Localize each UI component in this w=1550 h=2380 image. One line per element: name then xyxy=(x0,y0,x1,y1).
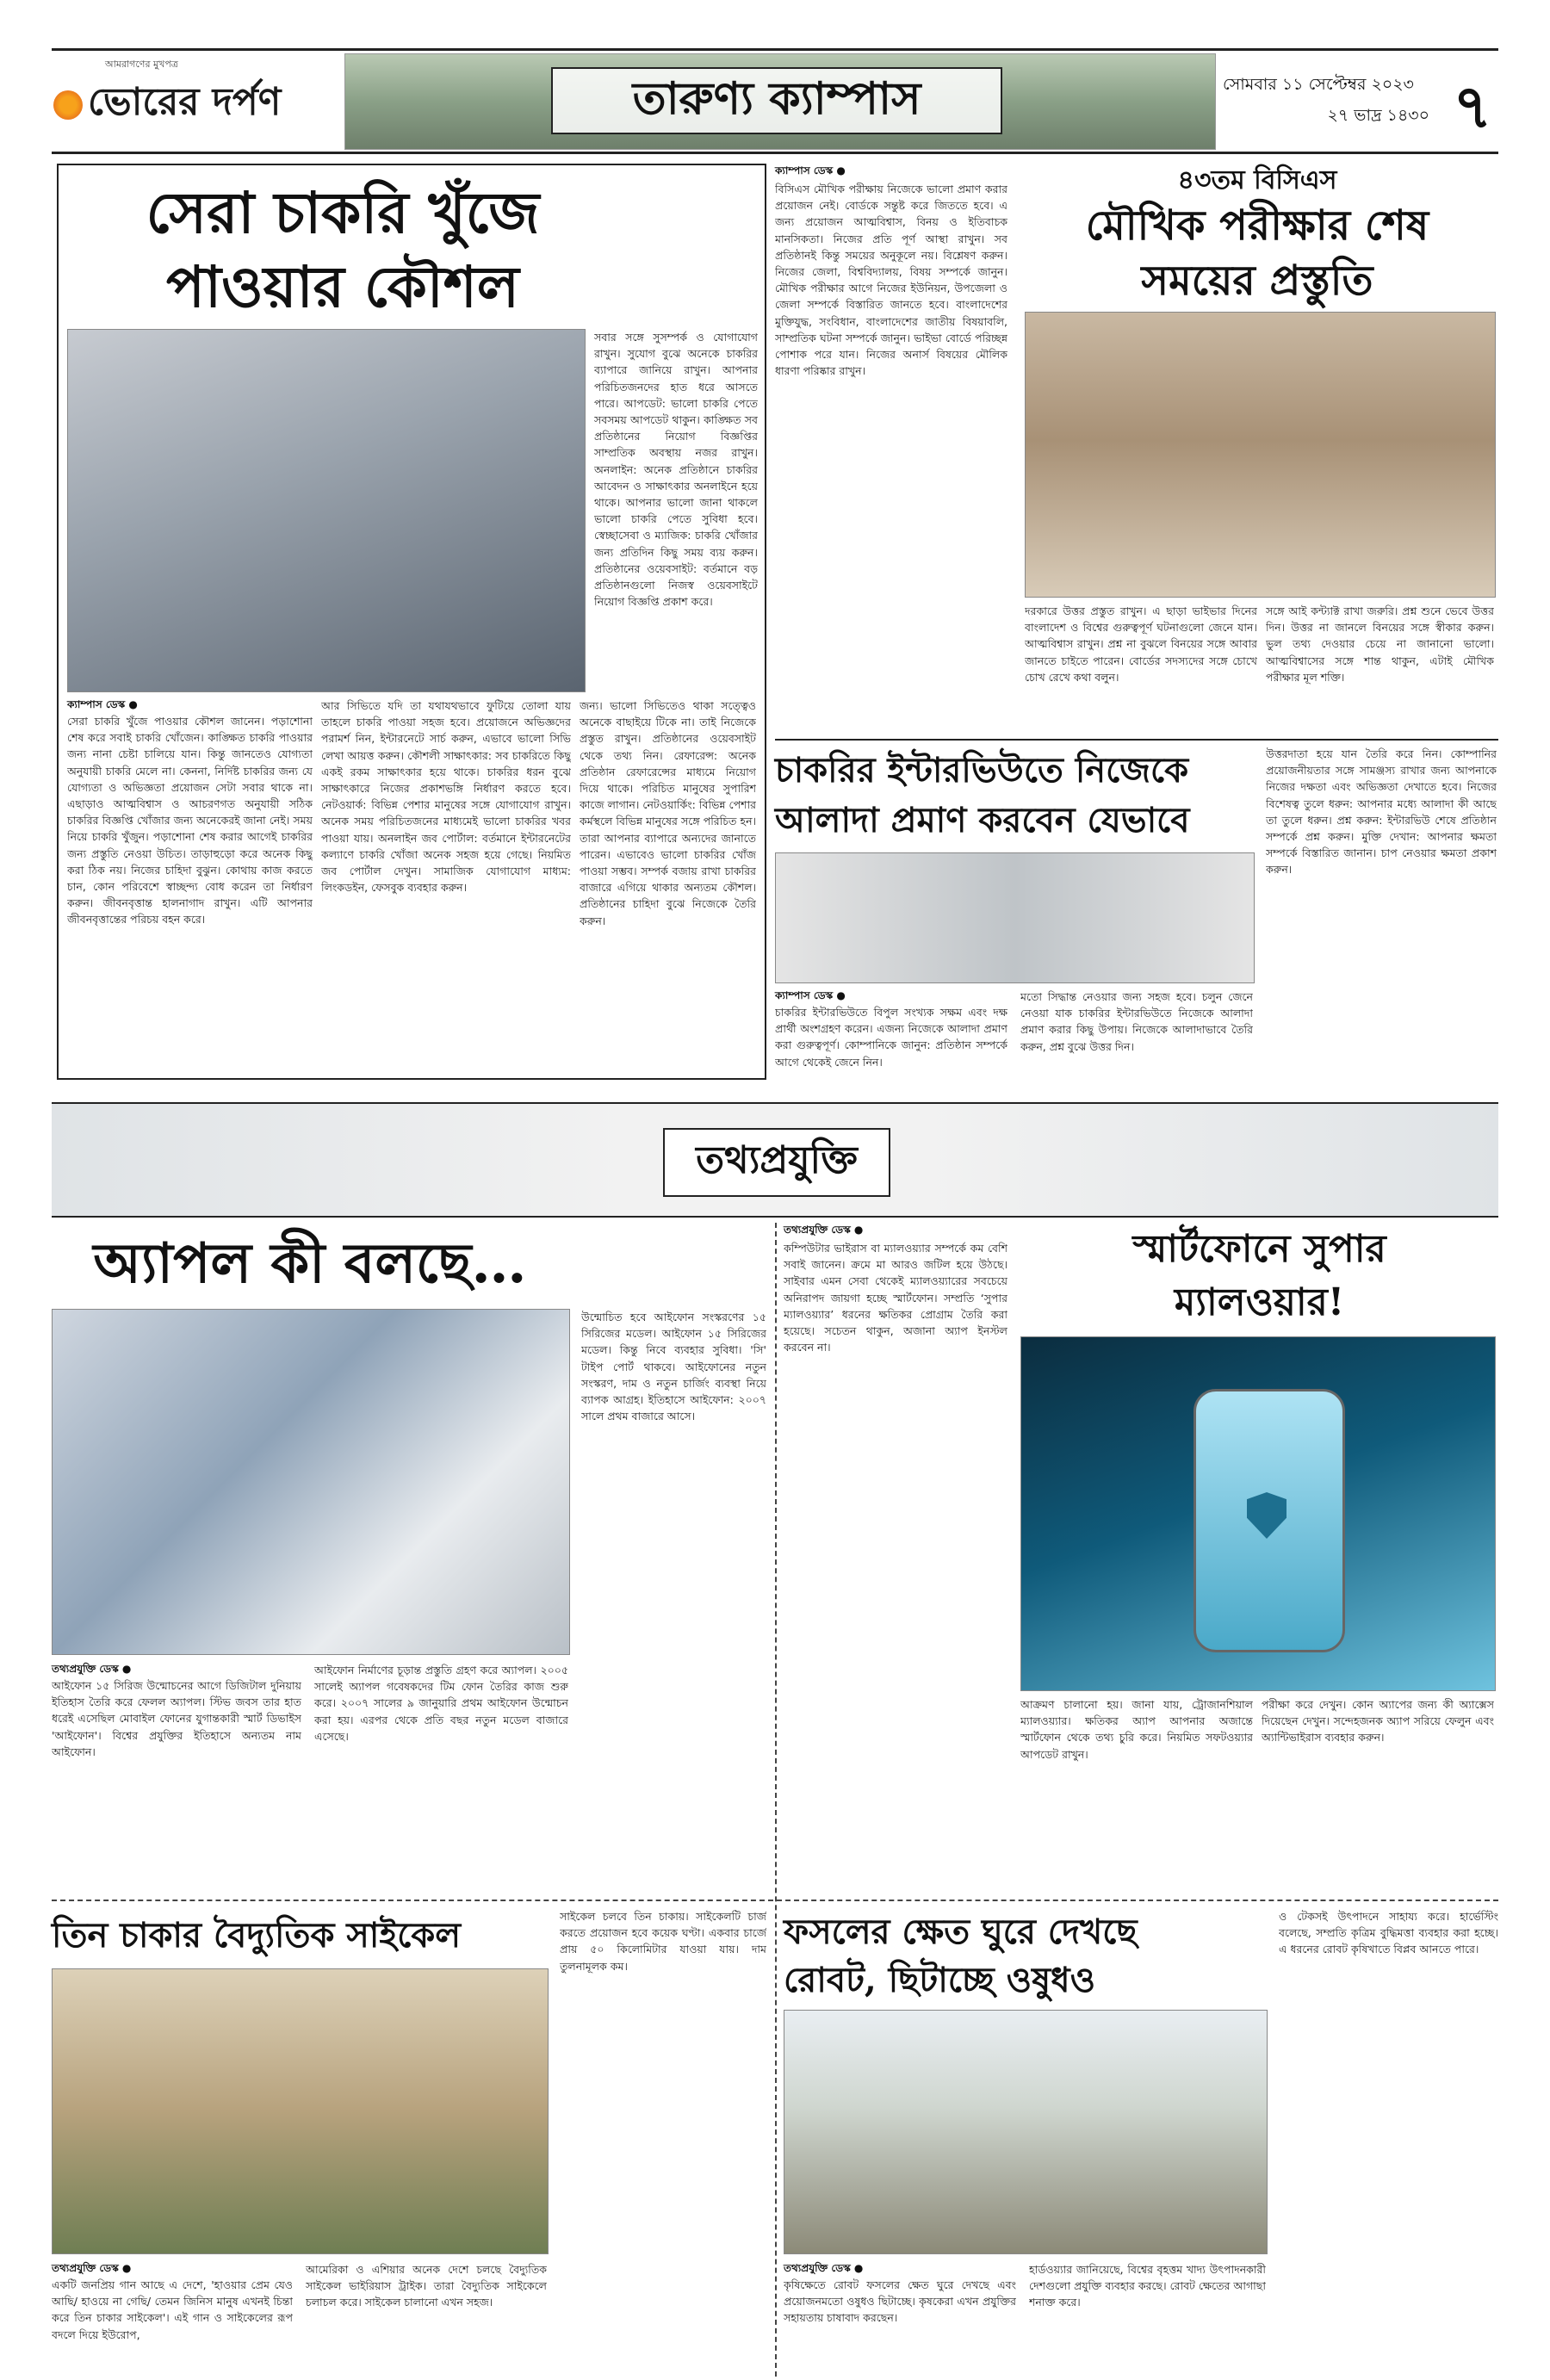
article2-byline: ক্যাম্পাস ডেস্ক ● xyxy=(775,164,846,177)
article4-col3: উন্মোচিত হবে আইফোন সংস্করণের ১৫ সিরিজের মডেল। আইফোন ১৫ সিরিজের মডেল। কিন্তু নিবে ব্যবহার সুবিধা। 'সি' টাইপ পোর্ট থাকবে। আইফোনের নতুন সংস্করণ, দাম ও নতুন চার্জিং ব্যবস্থা নিয়ে ব্যাপক আগ্রহ। ইতিহাসে আইফোন: ২০০৭ সালে প্রথম বাজারে আসে। xyxy=(581,1311,766,1423)
article1-byline: ক্যাম্পাস ডেস্ক ● xyxy=(67,698,138,710)
date-bangla: ২৭ ভাদ্র ১৪৩০ xyxy=(1327,106,1429,125)
tech-section-title: তথ্যপ্রযুক্তি xyxy=(663,1128,890,1197)
article3-headline-line2: আলাদা প্রমাণ করবেন যেভাবে xyxy=(775,800,1190,840)
article4-col2: আইফোন নির্মাণের চূড়ান্ত প্রস্তুতি গ্রহণ করে অ্যাপল। ২০০৫ সালেই অ্যাপল গবেষকদের টিম ফোন তৈরির কাজ শুরু করে। ২০০৭ সালের ৯ জানুয়ারি প্রথম আইফোন উন্মোচন করা হয়। এরপর থেকে প্রতি বছর নতুন মডেল বাজারে এসেছে। xyxy=(314,1664,568,1743)
article7-photo xyxy=(784,2010,1268,2254)
article4-photo xyxy=(52,1309,570,1655)
article6-byline: তথ্যপ্রযুক্তি ডেস্ক ● xyxy=(52,2262,132,2274)
article2-headline-line1: মৌখিক পরীক্ষার শেষ xyxy=(1085,201,1429,250)
sun-icon xyxy=(53,90,83,120)
article-job-search xyxy=(57,164,766,1080)
article2-headline-line2: সময়ের প্রস্তুতি xyxy=(1141,257,1373,305)
article6-col1: একটি জনপ্রিয় গান আছে এ দেশে, 'হাওয়ার প্রেম যেও আছি/ হাওয়ে না গেছি/ তেমন জিনিস মানুষ এখনই চিন্তা করে তিন চাকার সাইকেল'। এই গান ও সাইকেলের রূপ বদলে দিয়ে ইউরোপ, xyxy=(52,2278,293,2341)
logo-tagline: আমরাগণের মুখপত্র xyxy=(105,59,178,70)
article7-byline: তথ্যপ্রযুক্তি ডেস্ক ● xyxy=(784,2262,864,2274)
article4-headline: অ্যাপল কী বলছে… xyxy=(93,1231,527,1296)
column-divider xyxy=(775,1223,777,2377)
article1-headline-line2: পাওয়ার কৌশল xyxy=(166,253,519,320)
logo xyxy=(53,57,338,143)
article3-byline: ক্যাম্পাস ডেস্ক ● xyxy=(775,989,846,1001)
article5-col2: আক্রমণ চালানো হয়। জানা যায়, ট্রোজানশিয়াল ম্যালওয়্যার। ক্ষতিকর অ্যাপ আপনার অজান্তে স্মার্টফোন থেকে তথ্য চুরি করে। নিয়মিত সফটওয়্যার আপডেট রাখুন। xyxy=(1020,1698,1253,1761)
article7-headline-line1: ফসলের ক্ষেত ঘুরে দেখছে xyxy=(784,1912,1138,1952)
article6-headline: তিন চাকার বৈদ্যুতিক সাইকেল xyxy=(52,1915,462,1955)
article1-col3: সবার সঙ্গে সুসম্পর্ক ও যোগাযোগ রাখুন। সুযোগ বুঝে অনেকে চাকরির ব্যাপারে জানিয়ে রাখুন। আপনার পরিচিতজনদের হাত ধরে আসতে পারে। আপডেট: ভালো চাকরি পেতে সবসময় আপডেট থাকুন। কাঙ্ক্ষিত সব প্রতিষ্ঠানের নিয়োগ বিজ্ঞপ্তির সাম্প্রতিক অবস্থায় নজর রাখুন। অনলাইন: অনেক প্রতিষ্ঠানে চাকরির আবেদন ও সাক্ষাৎকার অনলাইনে হয়ে থাকে। আপনার ভালো জানা থাকলে ভালো চাকরি পেতে সুবিধা হবে। স্বেচ্ছাসেবা ও ম্যাজিক: চাকরি খোঁজার জন্য প্রতিদিন কিছু সময় ব্যয় করুন। প্রতিষ্ঠানের ওয়েবসাইট: বর্তমানে বড় প্রতিষ্ঠানগুলো নিজস্ব ওয়েবসাইটে নিয়োগ বিজ্ঞপ্তি প্রকাশ করে। xyxy=(594,331,758,609)
article5-byline: তথ্যপ্রযুক্তি ডেস্ক ● xyxy=(784,1224,864,1236)
article-farm-robot xyxy=(784,1908,1498,2373)
article3-col3: উত্তরদাতা হয়ে যান তৈরি করে নিন। কোম্পানির প্রয়োজনীয়তার সঙ্গে সামঞ্জস্য রাখার জন্য আপনাকে নিজের দক্ষতা এবং অভিজ্ঞতা দেখাতে হবে। নিজের বিশেষত্ব তুলে ধরুন: আপনার মধ্যে আলাদা কী আছে তা তুলে ধরুন। প্রশ্ন করুন: ইন্টারভিউ শেষে প্রতিষ্ঠান সম্পর্কে প্রশ্ন করুন। মুক্তি দেখান: আপনার ক্ষমতা সম্পর্কে বিস্তারিত জানান। চাপ নেওয়ার ক্ষমতা প্রকাশ করুন। xyxy=(1266,747,1497,877)
article3-top-rule xyxy=(775,739,1498,741)
article1-headline-line1: সেরা চাকরি খুঁজে xyxy=(146,179,540,246)
article1-photo xyxy=(67,329,586,692)
article1-col4: জন্য। ভালো সিভিতেও থাকা সত্ত্বেও অনেকে বাছাইয়ে টিকে না। তাই নিজেকে প্রস্তুত রাখুন। প্রতিষ্ঠানের ওয়েবসাইট থেকে তথ্য নিন। রেফারেন্স: অনেক প্রতিষ্ঠান রেফারেন্সের মাধ্যমে নিয়োগ দিয়ে থাকে। পরিচিত মানুষের সুপারিশ কাজে লাগান। নেটওয়ার্কিং: বিভিন্ন পেশার কর্মস্থলে বিভিন্ন মানুষের সঙ্গে পরিচিত হন। তারা আপনার ব্যাপারে অন্যদের জানাতে পারেন। এভাবেও ভালো চাকরির খোঁজ পাওয়া সম্ভব। সম্পর্ক বজায় রাখা চাকরির বাজারে এগিয়ে থাকার অন্যতম কৌশল। প্রতিষ্ঠানের চাহিদা বুঝে নিজেকে তৈরি করুন। xyxy=(580,699,756,927)
article7-col2: হার্ডওয়্যার জানিয়েছে, বিশ্বের বৃহত্তম খাদ্য উৎপাদনকারী দেশগুলো প্রযুক্তি ব্যবহার করছে। রোবট ক্ষেতের আগাছা শনাক্ত করে। xyxy=(1029,2263,1266,2309)
article1-col2: আর সিভিতে যদি তা যথাযথভাবে ফুটিয়ে তোলা যায় তাহলে চাকরি পাওয়া সহজ হবে। প্রয়োজনে অভিজ্ঞদের পরামর্শ নিন, ইন্টারনেটে সার্চ করুন, এভাবে ভালো সিভি লেখা আয়ত্ত করুন। কৌশলী সাক্ষাৎকার: সব চাকরিতে কিছু একই রকম সাক্ষাৎকার হয়ে থাকে। চাকরির ধরন বুঝে সাক্ষাৎকারে নিজের প্রকাশভঙ্গি নির্ধারণ করতে হবে। নেটওয়ার্ক: বিভিন্ন পেশার মানুষের সঙ্গে যোগাযোগ রাখুন। অনেক সময় পরিচিতজনের মাধ্যমেই ভালো চাকরির খবর পাওয়া যায়। অনলাইন জব পোর্টাল: বর্তমানে ইন্টারনেটের কল্যাণে চাকরি খোঁজা অনেক সহজ হয়ে গেছে। নিয়মিত জব পোর্টাল দেখুন। সামাজিক যোগাযোগ মাধ্যম: লিংকডইন, ফেসবুক ব্যবহার করুন। xyxy=(321,699,571,895)
lower-divider xyxy=(52,1900,1498,1901)
article3-photo xyxy=(775,852,1255,983)
article4-col1: আইফোন ১৫ সিরিজ উন্মোচনের আগে ডিজিটাল দুনিয়ায় ইতিহাস তৈরি করে ফেলল অ্যাপল। স্টিভ জবস তার হাত ধরেই এসেছিল মোবাইল ফোনের যুগান্তকারী স্মার্ট ডিভাইস 'আইফোন'। বিশ্বের প্রযুক্তির ইতিহাসে অন্যতম নাম আইফোন। xyxy=(52,1679,301,1758)
article5-col3: পরীক্ষা করে দেখুন। কোন অ্যাপের জন্য কী অ্যাক্সেস দিয়েছেন দেখুন। সন্দেহজনক অ্যাপ সরিয়ে ফেলুন এবং অ্যান্টিভাইরাস ব্যবহার করুন। xyxy=(1262,1698,1494,1745)
article1-col1: সেরা চাকরি খুঁজে পাওয়ার কৌশল জানেন। পড়াশোনা শেষ করে সবাই চাকরি খোঁজেন। কাঙ্ক্ষিত চাকরি পাওয়ার জন্য নানা চেষ্টা চালিয়ে যান। কিন্তু জানতেও যোগ্যতা অনুযায়ী চাকরি মেলে না। কেননা, নির্দিষ্ট চাকরির জন্য যে যোগ্যতা ও অভিজ্ঞতা প্রয়োজন সেটা সবার থাকে না। এছাড়াও আত্মবিশ্বাস ও আচরণগত অনুযায়ী সঠিক চাকরির বিজ্ঞপ্তি খোঁজার জন্য অনেকেরই জানা নেই। সময় নিয়ে চাকরি খুঁজুন। পড়াশোনা শেষ করার আগেই চাকরির জন্য প্রস্তুতি নেওয়া উচিত। তাড়াহুড়ো করে অনেক কিছু করা ঠিক নয়। নিজের চাহিদা বুঝুন। কোথায় কাজ করতে চান, কোন পরিবেশে স্বাচ্ছন্দ্য বোধ করেন তা নির্ধারণ করুন। জীবনবৃত্তান্ত হালনাগাদ রাখুন। এটি আপনার জীবনবৃত্তান্তের পরিচয় বহন করে। xyxy=(67,715,313,927)
article-interview xyxy=(775,746,1498,1076)
article4-byline: তথ্যপ্রযুক্তি ডেস্ক ● xyxy=(52,1663,132,1675)
article3-col2: মতো সিদ্ধান্ত নেওয়ার জন্য সহজ হবে। চলুন জেনে নেওয়া যাক চাকরির ইন্টারভিউতে নিজেকে আলাদা প্রমাণ করার কিছু উপায়। নিজেকে আলাদাভাবে তৈরি করুন, প্রশ্ন বুঝে উত্তর দিন। xyxy=(1020,990,1253,1053)
article-ebike xyxy=(52,1908,771,2373)
article-malware xyxy=(784,1223,1498,1894)
article7-col1: কৃষিক্ষেতে রোবট ফসলের ক্ষেত ঘুরে দেখছে এবং প্রয়োজনমতো ওষুধও ছিটাচ্ছে। কৃষকেরা এখন প্রযুক্তির সহায়তায় চাষাবাদ করছেন। xyxy=(784,2278,1016,2325)
article5-photo xyxy=(1020,1336,1496,1691)
article2-col3: সঙ্গে আই কন্ট্যাক্ট রাখা জরুরি। প্রশ্ন শুনে ভেবে উত্তর দিন। উত্তর না জানলে বিনয়ের সঙ্গে স্বীকার করুন। ভুল তথ্য দেওয়ার চেয়ে না জানানো ভালো। আত্মবিশ্বাসের সঙ্গে শান্ত থাকুন, এটাই মৌখিক পরীক্ষার মূল শক্তি। xyxy=(1266,604,1494,684)
article5-headline-line1: স্মার্টফোনে সুপার xyxy=(1132,1227,1386,1271)
article3-headline-line1: চাকরির ইন্টারভিউতে নিজেকে xyxy=(775,750,1189,790)
article5-col1: কম্পিউটার ভাইরাস বা ম্যালওয়্যার সম্পর্কে কম বেশি সবাই জানেন। ক্রমে মা আরও জটিল হয়ে উঠছে। সাইবার এমন সেবা থেকেই ম্যালওয়্যারের সবচেয়ে অনিরাপদ জায়গা হচ্ছে স্মার্টফোন। সম্প্রতি ‘সুপার ম্যালওয়্যার’ ধরনের ক্ষতিকর প্রোগ্রাম তৈরি করা হয়েছে। সচেতন থাকুন, অজানা অ্যাপ ইনস্টল করবেন না। xyxy=(784,1242,1008,1354)
article2-col1: বিসিএস মৌখিক পরীক্ষায় নিজেকে ভালো প্রমাণ করার প্রয়োজন নেই। বোর্ডকে সন্তুষ্ট করে জিততে হবে। এ জন্য প্রয়োজন আত্মবিশ্বাস, বিনয় ও ইতিবাচক মানসিকতা। নিজের প্রতি পূর্ণ আস্থা রাখুন। সব প্রতিষ্ঠানই কিন্তু সময়ের অনুকূলে নয়। বিশ্লেষণ করুন। নিজের জেলা, বিশ্ববিদ্যালয়, বিষয় সম্পর্কে জানুন। মৌখিক পরীক্ষার আগে নিজের ইউনিয়ন, উপজেলা ও জেলা সম্পর্কে বিস্তারিত জানতে হবে। বাংলাদেশের মুক্তিযুদ্ধ, সংবিধান, বাংলাদেশের জাতীয় বিষয়াবলি, সাম্প্রতিক ঘটনা সম্পর্কে জানুন। ভাইভা বোর্ডে পরিচ্ছন্ন পোশাক পরে যান। নিজের অনার্স বিষয়ের মৌলিক ধারণা পরিষ্কার রাখুন। xyxy=(775,183,1008,378)
logo-text: ভোরের দর্পণ xyxy=(88,80,282,124)
date-gregorian: সোমবার ১১ সেপ্টেম্বর ২০২৩ xyxy=(1223,75,1414,94)
article6-col2: আমেরিকা ও এশিয়ার অনেক দেশে চলছে বৈদ্যুতিক সাইকেল ভাইরিয়াস ট্রাইক। তারা বৈদ্যুতিক সাইকেলে চলাচল করে। সাইকেল চালানো এখন সহজ। xyxy=(306,2263,547,2309)
article7-col3: ও টেকসই উৎপাদনে সাহায্য করে। হার্ভেস্টিং বলেছে, সম্প্রতি কৃত্রিম বুদ্ধিমত্তা ব্যবহার করা হচ্ছে। এ ধরনের রোবট কৃষিখাতে বিপ্লব আনতে পারে। xyxy=(1279,1910,1498,1956)
article6-photo xyxy=(52,1968,549,2254)
date xyxy=(1223,69,1438,134)
article-bcs-viva xyxy=(775,164,1498,732)
masthead-top-rule xyxy=(52,48,1498,51)
page-number: ৭ xyxy=(1453,71,1492,142)
article2-kicker: ৪৩তম বিসিএস xyxy=(1177,165,1337,195)
article6-col3: সাইকেল চলবে তিন চাকায়। সাইকেলটি চার্জ করতে প্রয়োজন হবে কয়েক ঘণ্টা। একবার চার্জে প্রায় ৫০ কিলোমিটার যাওয়া যায়। দাম তুলনামূলক কম। xyxy=(560,1910,766,1973)
section-title: তারুণ্য ক্যাম্পাস xyxy=(551,67,1002,134)
article5-headline-line2: ম্যালওয়ার! xyxy=(1174,1280,1345,1324)
masthead-bottom-rule xyxy=(52,152,1498,154)
article2-col2: দরকারে উত্তর প্রস্তুত রাখুন। এ ছাড়া ভাইভার দিনের বাংলাদেশ ও বিশ্বের গুরুত্বপূর্ণ ঘটনাগুলো জেনে যান। আত্মবিশ্বাস রাখুন। প্রশ্ন না বুঝলে বিনয়ের সঙ্গে আবার জানতে চাইতে পারেন। বোর্ডের সদস্যদের সঙ্গে চোখে চোখ রেখে কথা বলুন। xyxy=(1025,604,1257,684)
article-apple xyxy=(52,1223,771,1894)
article3-col1: চাকরির ইন্টারভিউতে বিপুল সংখ্যক সক্ষম এবং দক্ষ প্রার্থী অংশগ্রহণ করেন। এজন্য নিজেকে আলাদা প্রমাণ করা গুরুত্বপূর্ণ। কোম্পানিকে জানুন: প্রতিষ্ঠান সম্পর্কে আগে থেকেই জেনে নিন। xyxy=(775,1006,1008,1069)
article7-headline-line2: রোবট, ছিটাচ্ছে ওষুধও xyxy=(784,1960,1096,2000)
article2-photo xyxy=(1025,312,1496,598)
